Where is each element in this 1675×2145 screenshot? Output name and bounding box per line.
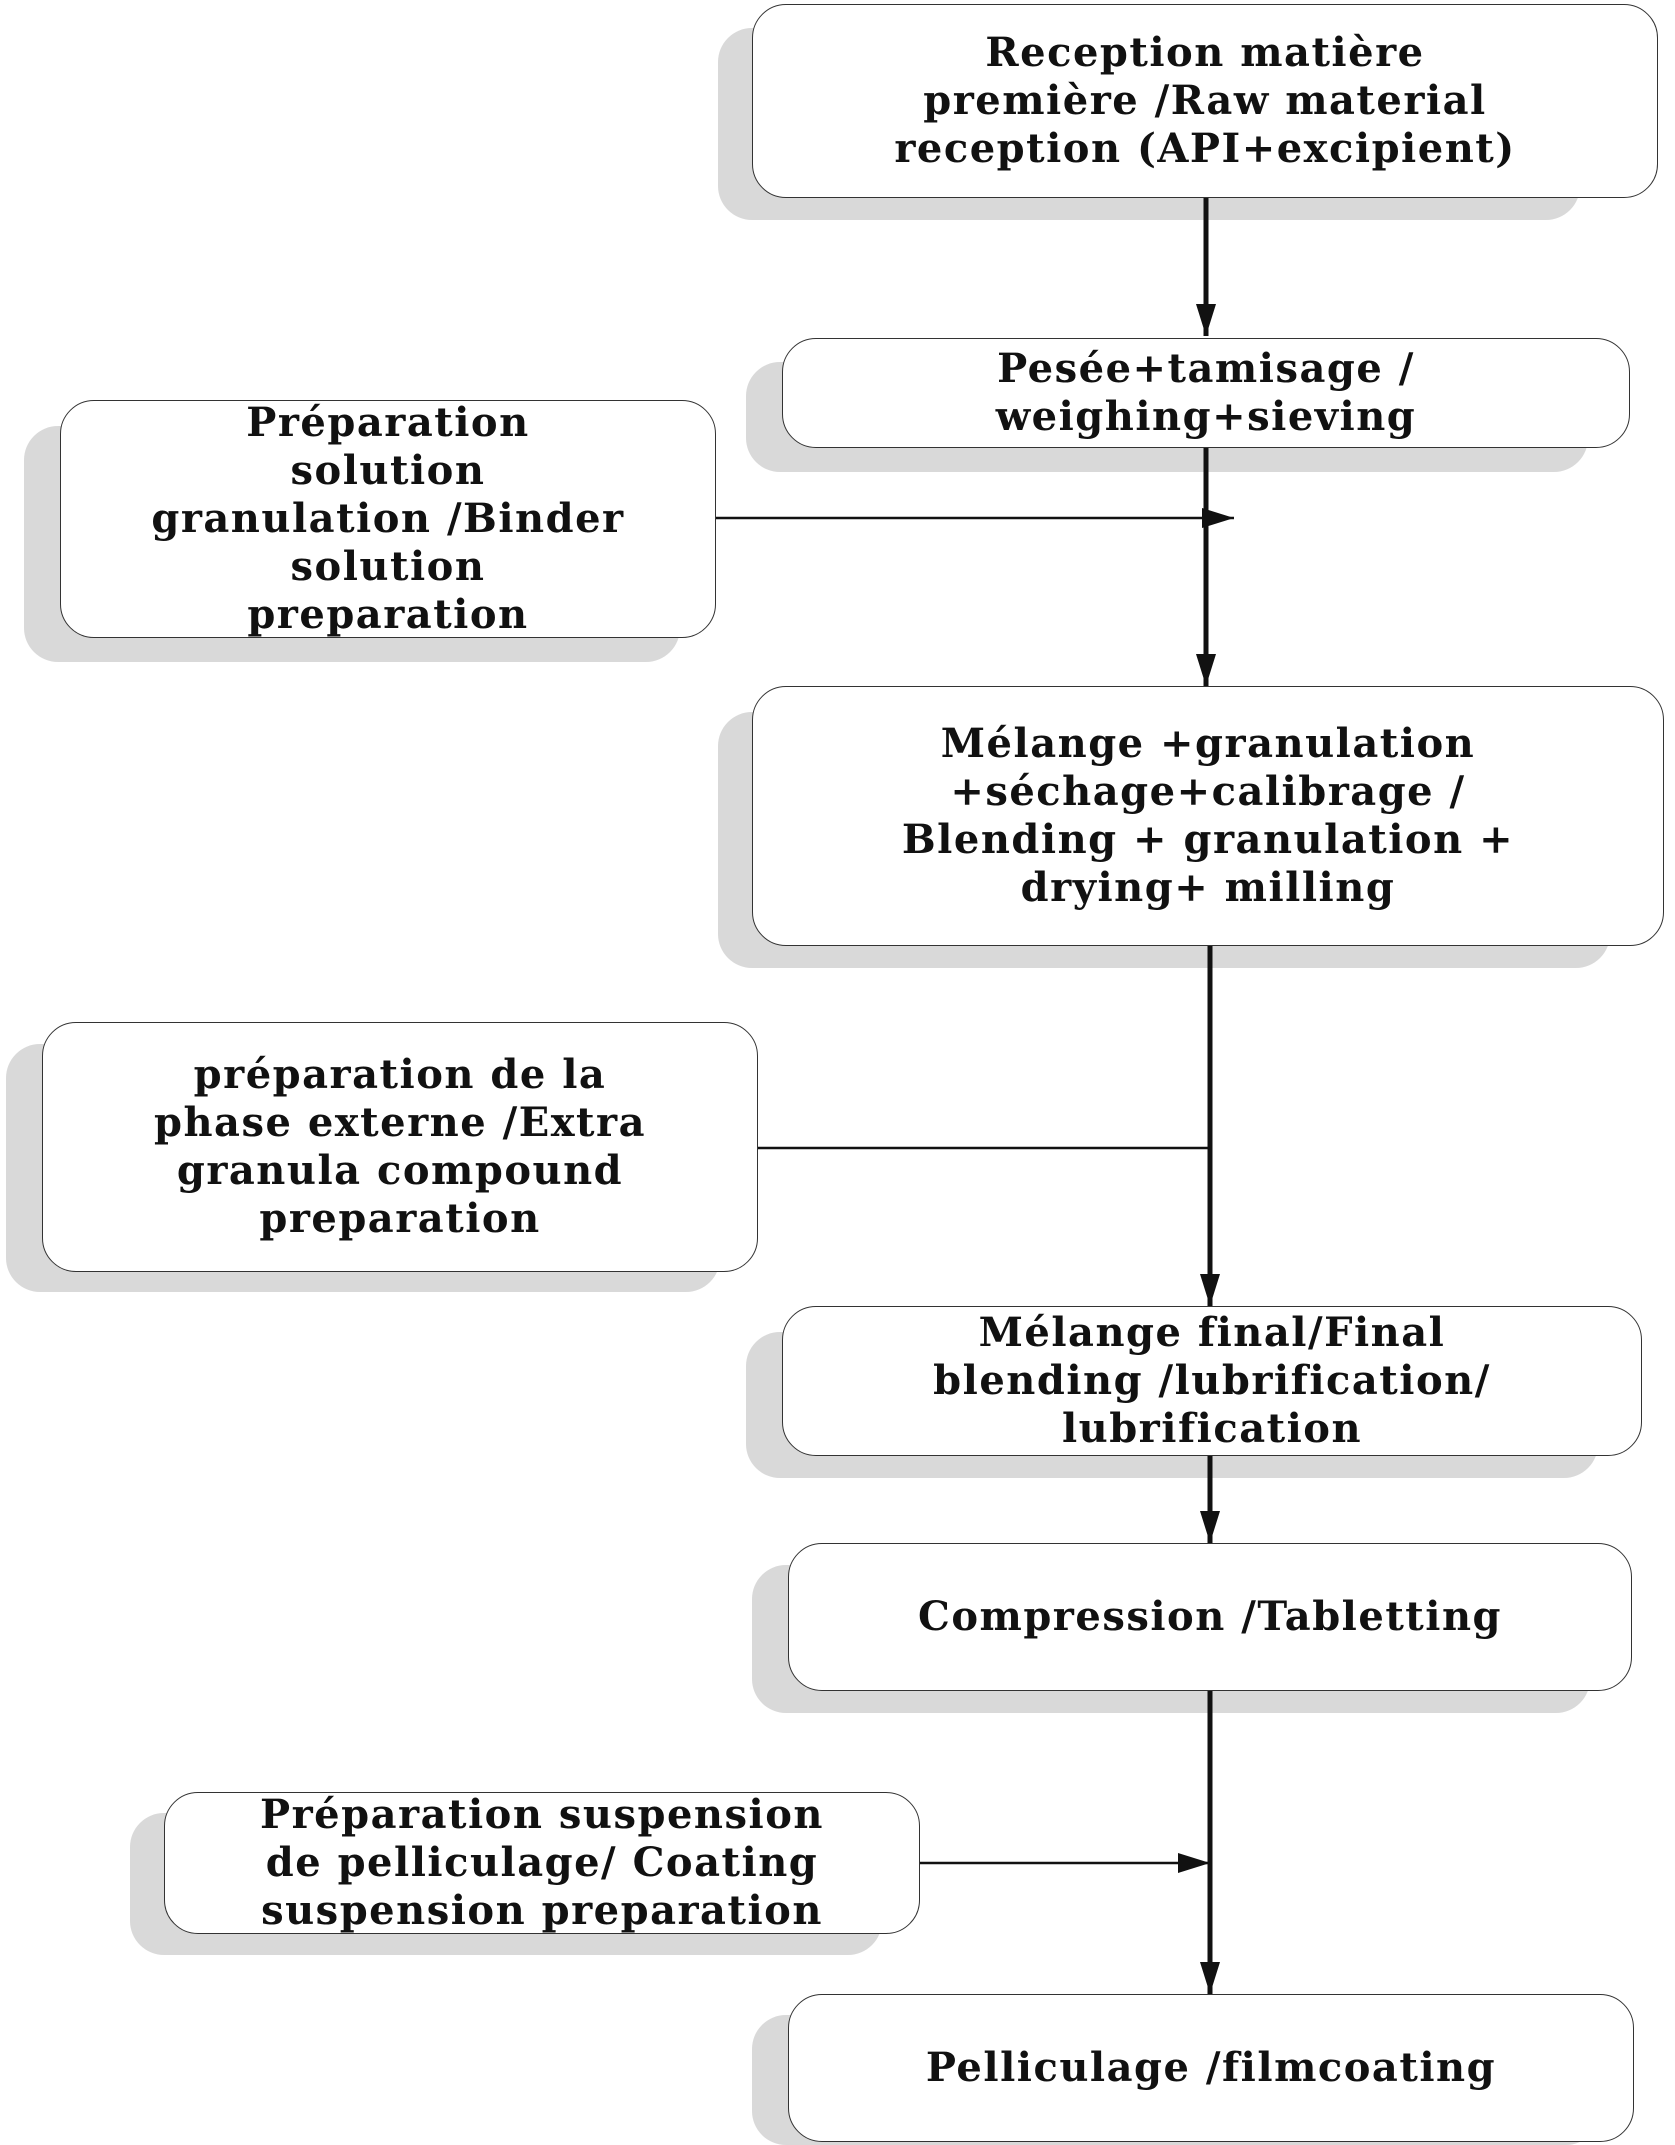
film-coating-label: Pelliculage /filmcoating bbox=[925, 2044, 1497, 2091]
blending-granulation-label: Mélange +granulation +séchage+calibrage / Blending + granulation + drying+ milling bbox=[901, 720, 1515, 911]
coating-suspension-box bbox=[164, 1792, 920, 1934]
weighing-sieving-box bbox=[782, 338, 1630, 448]
extra-granular-box bbox=[42, 1022, 758, 1272]
final-blending-box bbox=[782, 1306, 1642, 1456]
compression-label: Compression /Tabletting bbox=[917, 1593, 1503, 1640]
binder-solution-box bbox=[60, 400, 716, 638]
compression-box bbox=[788, 1543, 1632, 1691]
weighing-sieving-label: Pesée+tamisage / weighing+sieving bbox=[995, 345, 1417, 440]
extra-granular-label: préparation de la phase externe /Extra granula compound preparation bbox=[153, 1051, 647, 1242]
coating-suspension-label: Préparation suspension de pelliculage/ Coating suspension preparation bbox=[260, 1791, 824, 1934]
raw-material-reception-box bbox=[752, 4, 1658, 198]
blending-granulation-box bbox=[752, 686, 1664, 946]
film-coating-box bbox=[788, 1994, 1634, 2142]
raw-material-reception-label: Reception matière première /Raw material reception (API+excipient) bbox=[894, 29, 1516, 172]
final-blending-label: Mélange final/Final blending /lubrification/ lubrification bbox=[933, 1309, 1491, 1452]
binder-solution-label: Préparation solution granulation /Binder solution preparation bbox=[151, 399, 625, 638]
